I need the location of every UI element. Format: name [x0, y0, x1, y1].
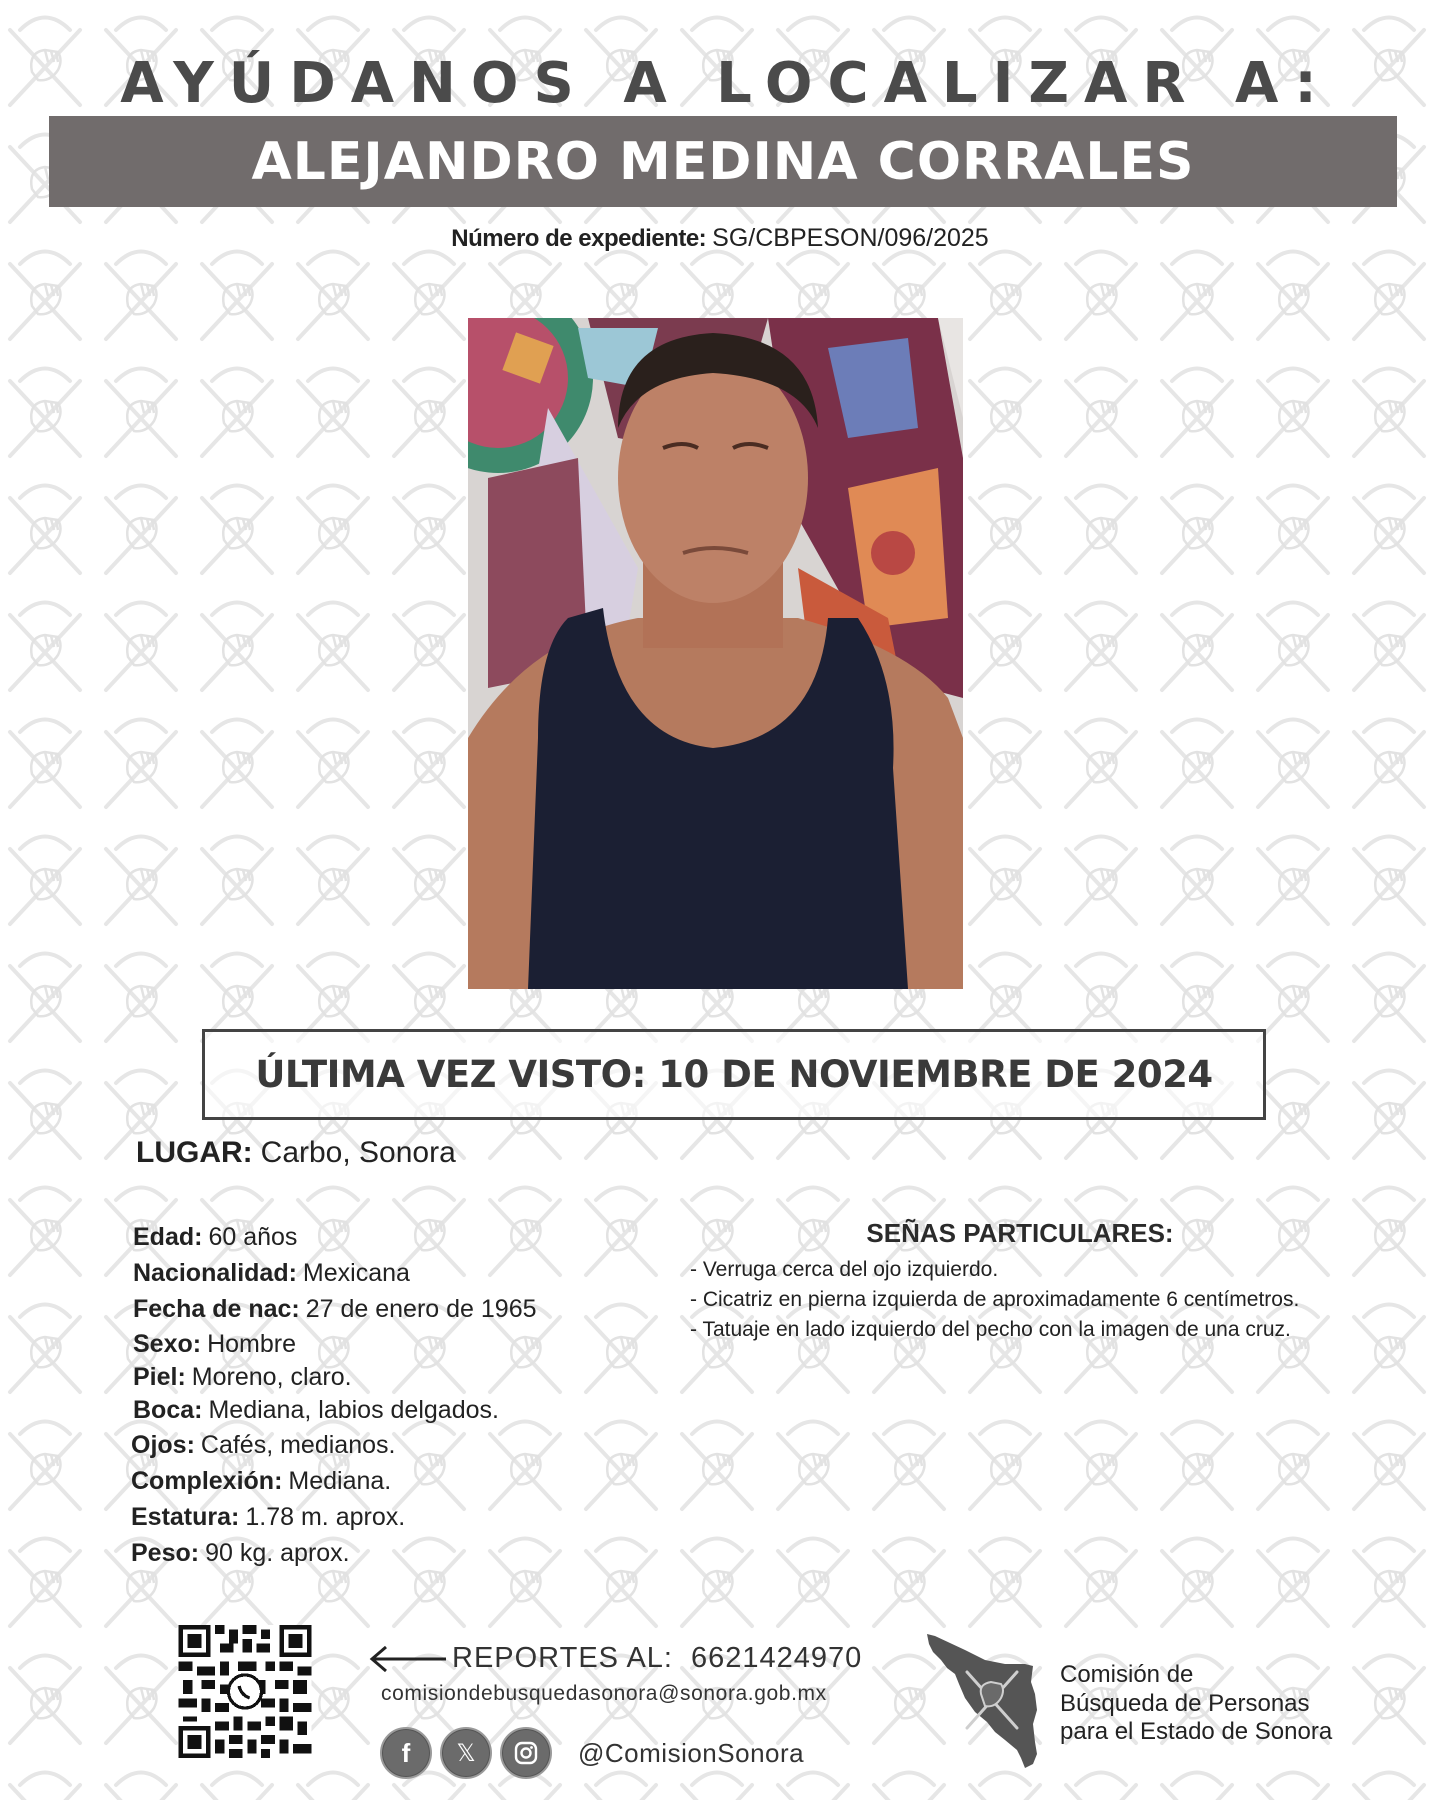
case-number: [0, 224, 1440, 253]
distinguishing-marks-heading: SEÑAS PARTICULARES:: [866, 1218, 1174, 1248]
detail-row-birthdate: [133, 1291, 653, 1327]
mark-item: - Verruga cerca del ojo izquierdo.: [690, 1258, 999, 1281]
social-handle[interactable]: @ComisionSonora: [578, 1737, 805, 1768]
report-phone[interactable]: 6621424970: [691, 1642, 863, 1674]
missing-person-photo: [468, 318, 963, 989]
facebook-icon[interactable]: [380, 1727, 432, 1779]
location-label: LUGAR:: [136, 1136, 253, 1169]
detail-value: 90 kg. aprox.: [205, 1539, 350, 1567]
instagram-icon[interactable]: [500, 1727, 552, 1779]
mark-item: - Cicatriz en pierna izquierda de aproximadamente 6 centímetros.: [690, 1288, 1300, 1311]
detail-label: Ojos:: [131, 1431, 195, 1459]
organization-name: [1060, 1661, 1332, 1747]
detail-value: Mediana.: [288, 1467, 392, 1495]
social-links: [380, 1727, 804, 1779]
detail-value: Hombre: [207, 1330, 297, 1358]
detail-row-height: [131, 1499, 653, 1535]
detail-label: Nacionalidad:: [133, 1259, 297, 1287]
person-details: [133, 1219, 653, 1571]
person-name-banner: [49, 116, 1397, 207]
x-glyph: 𝕏: [456, 1739, 476, 1767]
contact-email[interactable]: comisiondebusquedasonora@sonora.gob.mx: [381, 1682, 827, 1705]
detail-label: Piel:: [133, 1363, 186, 1391]
detail-label: Sexo:: [133, 1330, 202, 1358]
org-line: Búsqueda de Personas: [1060, 1689, 1310, 1717]
detail-value: Cafés, medianos.: [200, 1431, 396, 1459]
detail-row-sex: [133, 1327, 653, 1361]
detail-row-age: [133, 1219, 653, 1255]
last-seen-box: [202, 1029, 1266, 1120]
detail-row-mouth: [133, 1393, 653, 1427]
detail-label: Fecha de nac:: [133, 1295, 300, 1323]
detail-value: Mediana, labios delgados.: [208, 1396, 499, 1424]
facebook-glyph: f: [401, 1737, 411, 1768]
last-seen-text: ÚLTIMA VEZ VISTO: 10 DE NOVIEMBRE DE 2024: [255, 1053, 1213, 1096]
report-label: REPORTES AL:: [452, 1642, 673, 1674]
detail-value: Mexicana: [302, 1259, 410, 1287]
detail-label: Boca:: [133, 1396, 203, 1424]
case-number-value: SG/CBPESON/096/2025: [712, 224, 989, 252]
detail-row-build: [131, 1463, 653, 1499]
location-value: Carbo, Sonora: [260, 1136, 456, 1169]
detail-row-eyes: [131, 1427, 653, 1463]
case-number-label: Número de expediente:: [451, 225, 707, 252]
location: [136, 1136, 456, 1170]
detail-label: Complexión:: [131, 1467, 283, 1495]
detail-row-weight: [131, 1535, 653, 1571]
report-line: [368, 1642, 862, 1675]
page-title: AYÚDANOS A LOCALIZAR A:: [120, 51, 1332, 116]
distinguishing-marks: [690, 1218, 1350, 1345]
arrow-left-icon: [368, 1644, 448, 1674]
detail-label: Estatura:: [131, 1503, 240, 1531]
detail-row-nationality: [133, 1255, 653, 1291]
mark-item: - Tatuaje en lado izquierdo del pecho con la imagen de una cruz.: [690, 1318, 1291, 1341]
org-line: para el Estado de Sonora: [1060, 1718, 1333, 1745]
detail-value: 60 años: [208, 1223, 298, 1251]
instagram-glyph: [514, 1741, 538, 1765]
detail-label: Edad:: [133, 1223, 203, 1251]
org-line: Comisión de: [1060, 1661, 1194, 1688]
whatsapp-qr-code[interactable]: [177, 1625, 313, 1758]
sonora-map-logo-icon: [925, 1632, 1040, 1770]
detail-value: 27 de enero de 1965: [305, 1295, 537, 1323]
x-icon[interactable]: [440, 1727, 492, 1779]
detail-row-skin: [133, 1361, 653, 1393]
detail-label: Peso:: [131, 1539, 200, 1567]
person-name: ALEJANDRO MEDINA CORRALES: [251, 131, 1195, 192]
detail-value: Moreno, claro.: [191, 1363, 352, 1391]
detail-value: 1.78 m. aprox.: [245, 1503, 406, 1531]
